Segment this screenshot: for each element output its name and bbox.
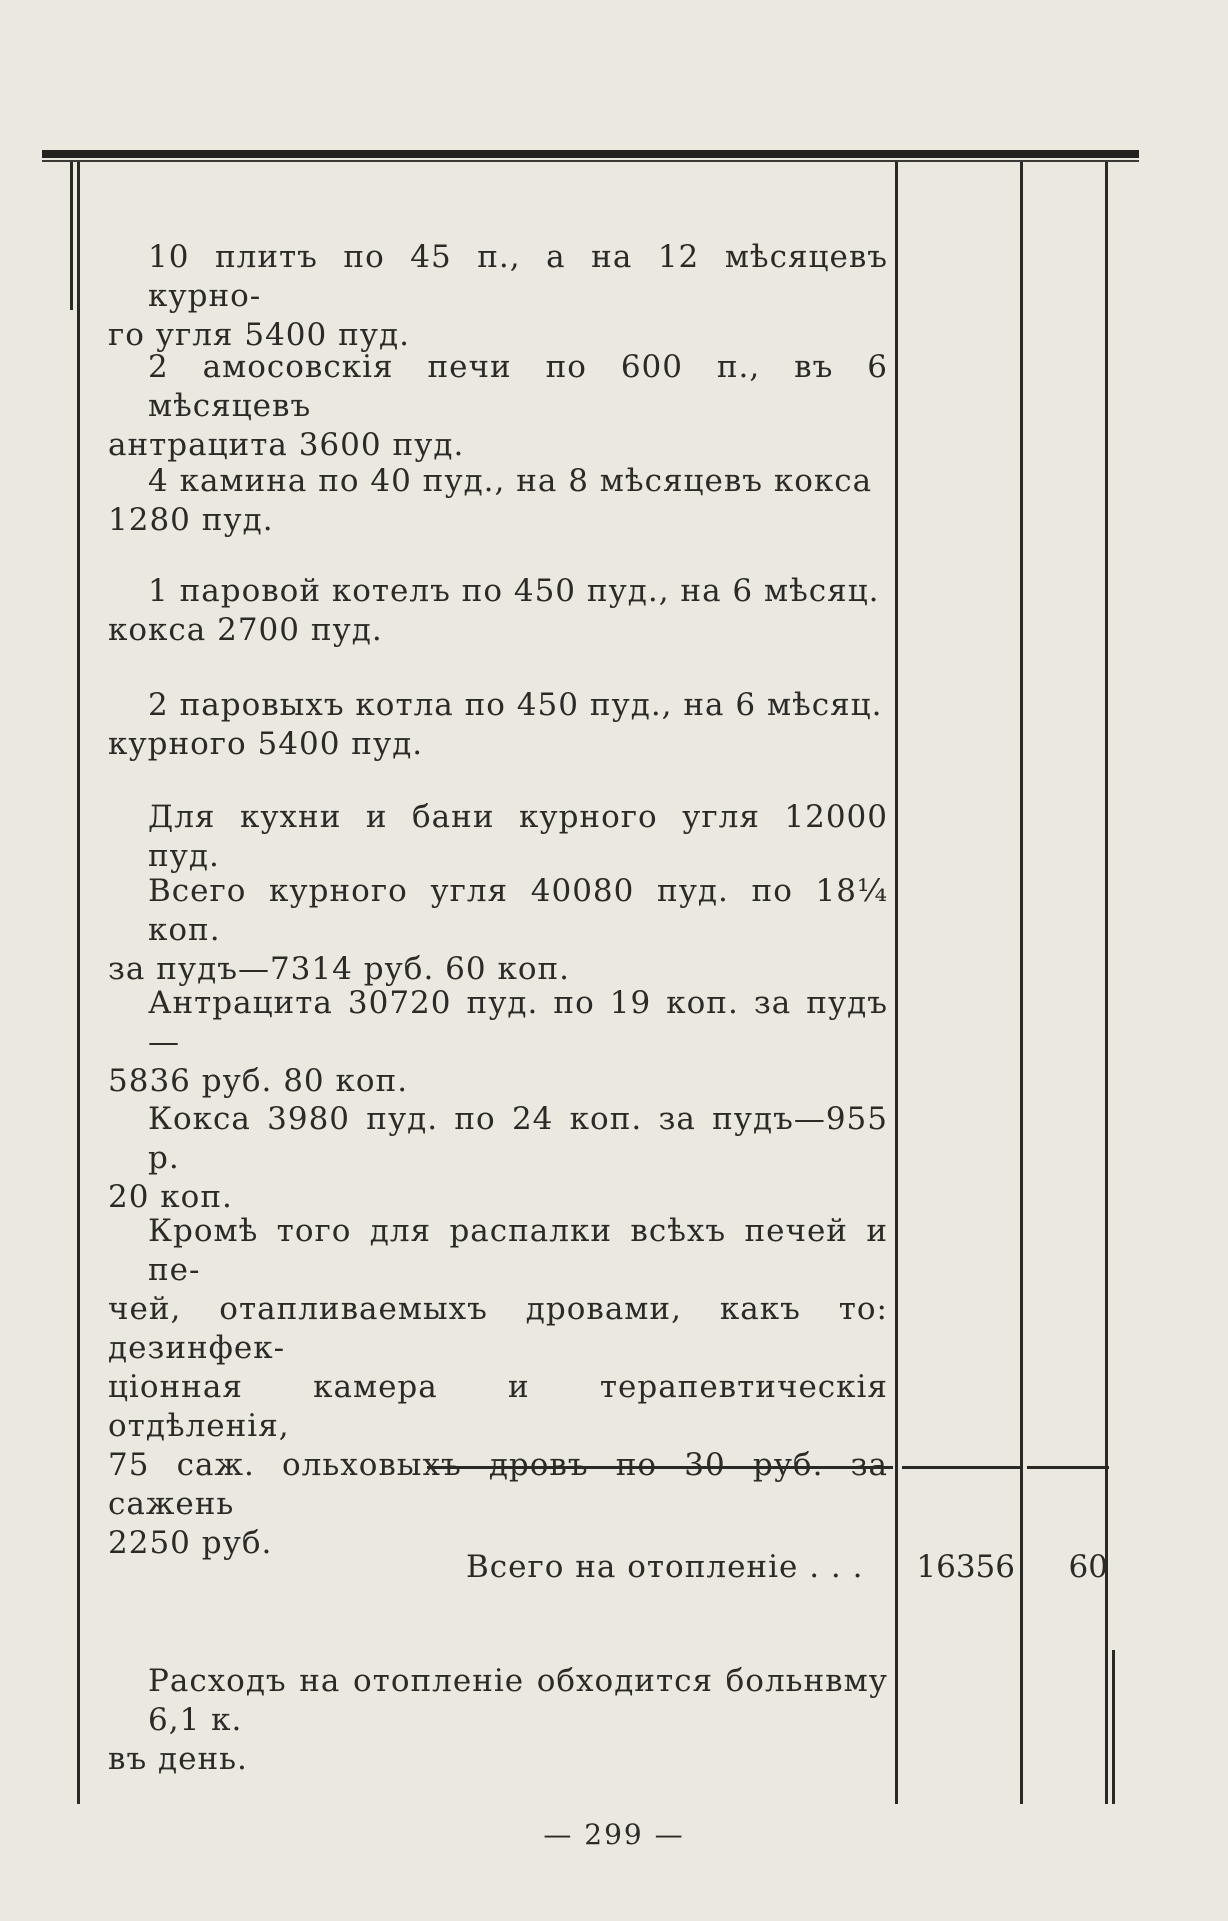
paragraph-amosov-ovens — [108, 348, 888, 465]
paragraph-anthracite — [108, 984, 888, 1101]
top-rule — [42, 150, 1139, 158]
paragraph-steam-boiler — [108, 572, 888, 650]
text-line: въ день. — [108, 1741, 248, 1777]
text-line: Всего курного угля 40080 пуд. по 18¼ коп. — [148, 873, 888, 948]
text-line: за пудъ—7314 руб. 60 коп. — [108, 951, 571, 987]
text-line: 5836 руб. 80 коп. — [108, 1063, 409, 1099]
text-line: 2 паровыхъ котла по 450 пуд., на 6 мѣсяц. — [148, 687, 883, 723]
text-line: курного 5400 пуд. — [108, 726, 424, 762]
text-line: Антрацита 30720 пуд. по 19 коп. за пудъ— — [148, 985, 888, 1060]
sum-rule-rubles — [902, 1466, 1020, 1469]
text-line: Расходъ на отопленіе обходится больнвму 6,1 к. — [148, 1663, 888, 1738]
right-border-outer — [1112, 1650, 1115, 1804]
text-line: Для кухни и бани курного угля 12000 пуд. — [148, 799, 888, 874]
text-line: го угля 5400 пуд. — [108, 317, 410, 353]
text-column-divider — [895, 162, 898, 1804]
rubles-column-divider — [1020, 162, 1023, 1804]
paragraph-coal-total — [108, 872, 888, 989]
paragraph-steam-boilers — [108, 686, 888, 764]
paragraph-fireplaces — [108, 462, 888, 540]
text-line: 75 саж. ольховыхъ дровъ по 30 руб. за сажень — [108, 1447, 888, 1522]
text-line: 2250 руб. — [108, 1525, 273, 1561]
text-line: 1280 пуд. — [108, 502, 274, 538]
paragraph-stoves — [108, 238, 888, 355]
page-number: — 299 — — [543, 1818, 685, 1851]
sum-rule-kopecks — [1027, 1466, 1109, 1469]
text-line: 1 паровой котелъ по 450 пуд., на 6 мѣсяц. — [148, 573, 880, 609]
left-border — [77, 162, 80, 1804]
text-line: антрацита 3600 пуд. — [108, 427, 465, 463]
total-heating-label: Всего на отопленіе . . . — [466, 1549, 864, 1585]
text-line: 4 камина по 40 пуд., на 8 мѣсяцевъ кокса — [148, 463, 873, 499]
paragraph-firewood — [108, 1212, 888, 1563]
top-rule-thin — [42, 160, 1139, 162]
text-line: кокса 2700 пуд. — [108, 612, 383, 648]
text-line: 10 плитъ по 45 п., а на 12 мѣсяцевъ курно- — [148, 239, 888, 314]
text-line: Кромѣ того для распалки всѣхъ печей и пе- — [148, 1213, 888, 1288]
text-line: Кокса 3980 пуд. по 24 коп. за пудъ—955 р. — [148, 1101, 888, 1176]
text-line: чей, отапливаемыхъ дровами, какъ то: дезинфек- — [108, 1291, 888, 1366]
text-line: ціонная камера и терапевтическія отдѣленія, — [108, 1369, 888, 1444]
total-rubles: 16356 — [916, 1549, 1015, 1585]
text-line: 20 коп. — [108, 1179, 233, 1215]
total-kopecks: 60 — [1068, 1549, 1108, 1585]
left-border-outer — [70, 162, 73, 310]
text-line: 2 амосовскія печи по 600 п., въ 6 мѣсяцевъ — [148, 349, 888, 424]
paragraph-coke — [108, 1100, 888, 1217]
paragraph-kitchen-bath — [108, 798, 888, 876]
paragraph-daily-cost — [108, 1662, 888, 1779]
